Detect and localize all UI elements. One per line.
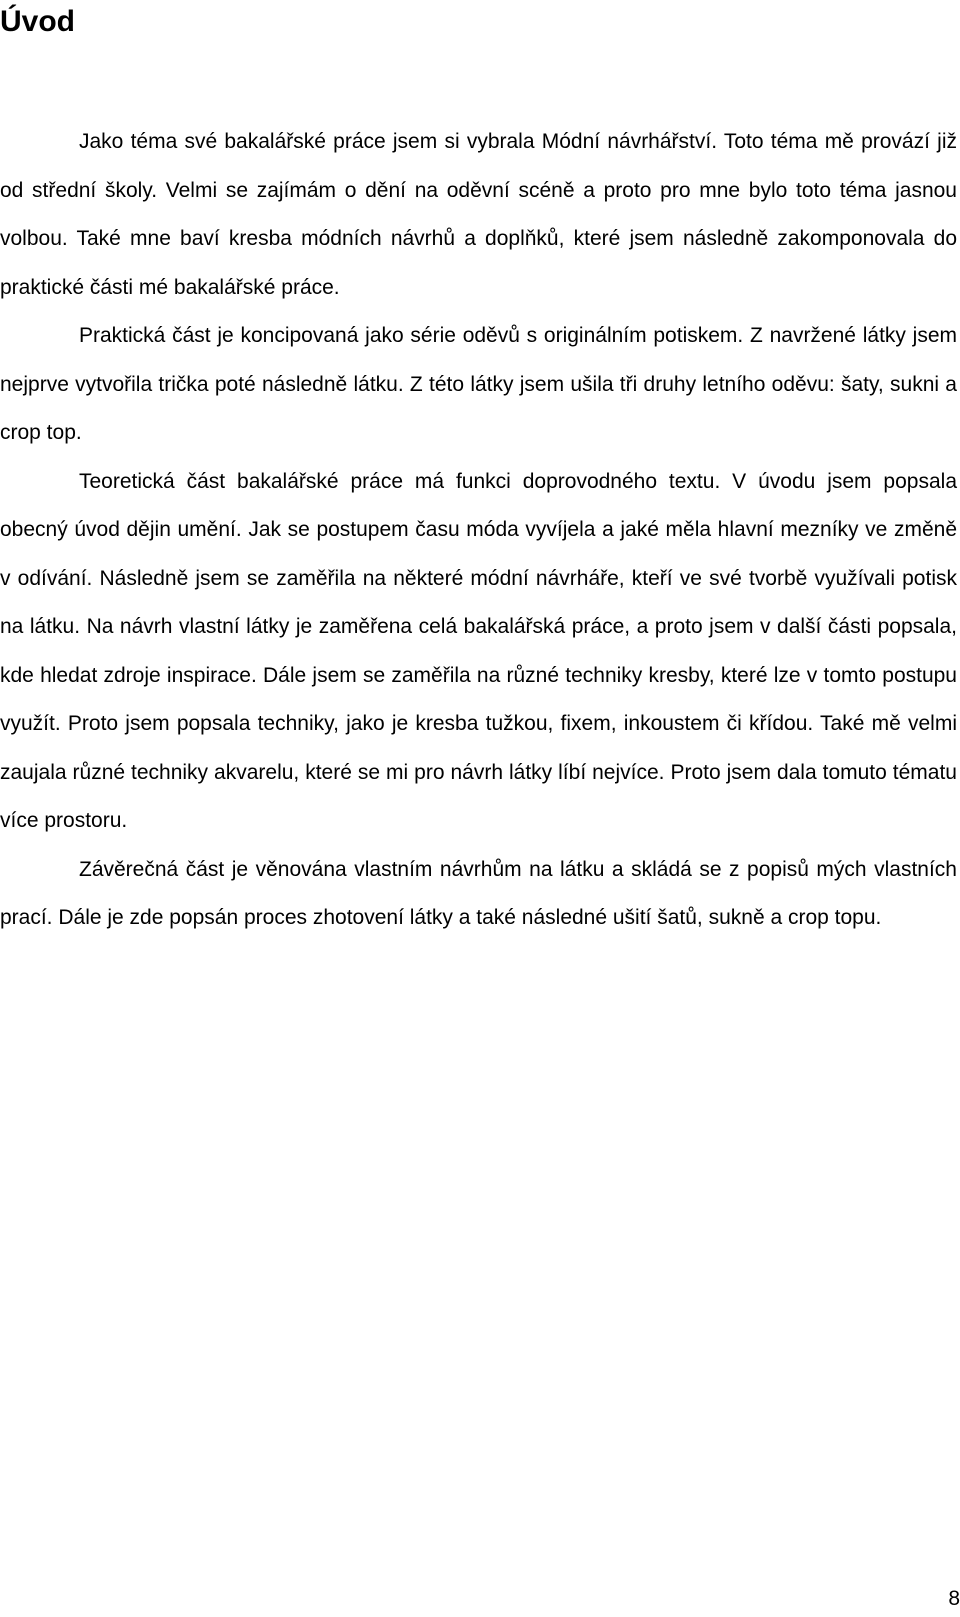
body-text xyxy=(0,118,957,943)
paragraph-theoretical-part: Teoretická část bakalářské práce má funkci doprovodného textu. V úvodu jsem popsala obecný úvod dějin umění. Jak se postupem času móda vyvíjela a jaké měla hlavní mezníky ve změně v odívání. Následně jsem se zaměřila na některé módní návrháře, kteří ve své tvorbě využívali potisk na látku. Na návrh vlastní látky je zaměřena celá bakalářská práce, a proto jsem v další části popsala, kde hledat zdroje inspirace. Dále jsem se zaměřila na různé techniky kresby, které lze v tomto postupu využít. Proto jsem popsala techniky, jako je kresba tužkou, fixem, inkoustem či křídou. Také mě velmi zaujala různé techniky akvarelu, které se mi pro návrh látky líbí nejvíce. Proto jsem dala tomuto tématu více prostoru. xyxy=(0,469,957,832)
section-heading: Úvod xyxy=(0,5,75,38)
paragraph-practical-part: Praktická část je koncipovaná jako série oděvů s originálním potiskem. Z navržené látky jsem nejprve vytvořila trička poté následně látku. Z této látky jsem ušila tři druhy letního oděvu: šaty, sukni a crop top. xyxy=(0,324,957,444)
paragraph-intro: Jako téma své bakalářské práce jsem si vybrala Módní návrhářství. Toto téma mě provází již od střední školy. Velmi se zajímám o dění na oděvní scéně a proto pro mne bylo toto téma jasnou volbou. Také mne baví kresba módních návrhů a doplňků, které jsem následně zakomponovala do praktické části mé bakalářské práce. xyxy=(0,130,957,299)
page-number: 8 xyxy=(948,1587,960,1610)
paragraph-final-part: Závěrečná část je věnována vlastním návrhům na látku a skládá se z popisů mých vlastních prací. Dále je zde popsán proces zhotovení látky a také následné ušití šatů, sukně a crop topu. xyxy=(0,857,957,929)
